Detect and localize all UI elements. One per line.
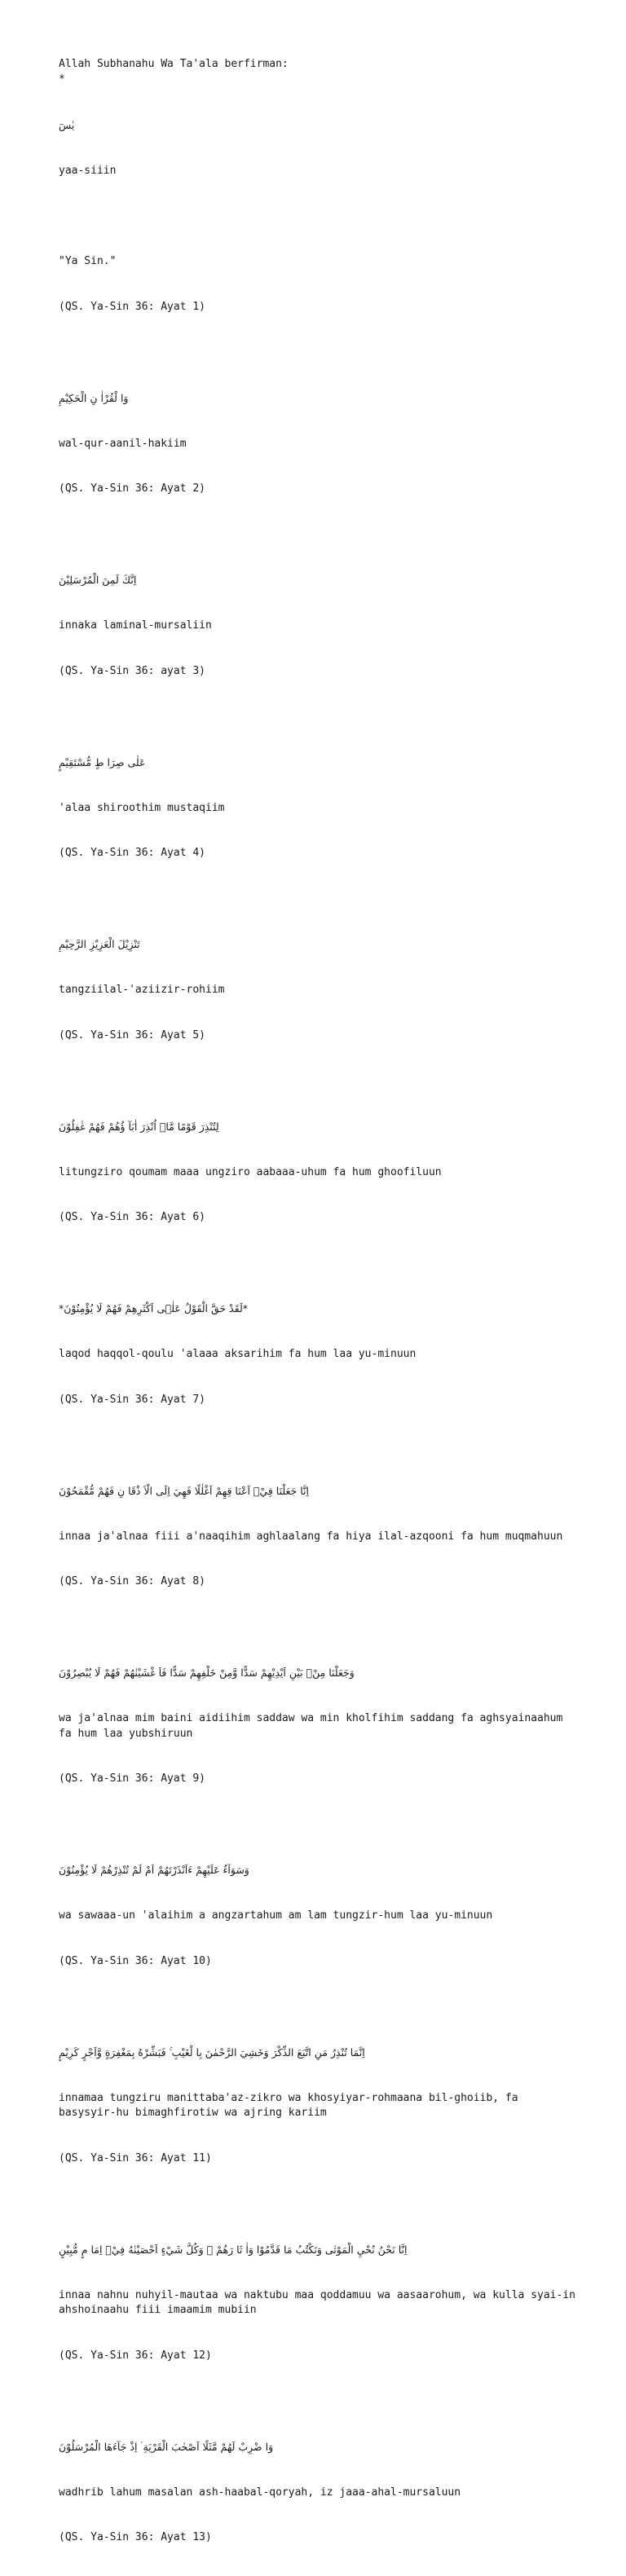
blank-line bbox=[59, 2196, 580, 2212]
verse-arabic: *لَقَدْ حَقَّ الْقَوْلُ عَلٰۤى اَكْثَرِهِمْ فَهُمْ لَا يُؤْمِنُوْنَ* bbox=[59, 1302, 249, 1314]
blank-line bbox=[59, 1073, 580, 1089]
verse-latin: litungziro qoumam maaa ungziro aabaaa-uhum fa hum ghoofiluun bbox=[59, 1165, 442, 1178]
document-body bbox=[59, 57, 580, 2576]
verse-arabic: تَنْزِيْلَ الْعَزِيْزِ الرَّحِيْمِ bbox=[59, 938, 140, 950]
blank-line bbox=[59, 345, 580, 360]
verse-arabic: وَا ضْرِبْ لَهُمْ مَّثَلًا اَصْحٰبَ الْقَرْيَةِ ۘ اِذْ جَآءَهَا الْمُرْسَلُوْنَ bbox=[59, 2440, 274, 2453]
separator-star: * bbox=[59, 73, 65, 86]
blank-line bbox=[59, 1256, 580, 1271]
verse-arabic: اِنَّمَا تُنْذِرُ مَنِ اتَّبَعَ الذِّكْرَ وَخَشِيَ الرَّحْمٰنَ بِا لْغَيْبِ ۚ فَبَشِّرْهُ بِمَغْفِرَةٍ وَّاَجْرٍ كَرِيْمٍ bbox=[59, 2045, 365, 2059]
verse-13 bbox=[59, 2409, 580, 2576]
blank-line bbox=[59, 1438, 580, 1453]
verse-ref: (QS. Ya-Sin 36: Ayat 11) bbox=[59, 2151, 212, 2164]
blank-line bbox=[59, 892, 580, 907]
verse-latin: innamaa tungziru manittaba'az-zikro wa khosyiyar-rohmaana bil-ghoiib, fa basysyir-hu bimaghfirotiw wa ajring kariim bbox=[59, 2091, 525, 2119]
verse-2 bbox=[59, 360, 580, 527]
verse-translation: "Ya Sin." bbox=[59, 255, 117, 267]
verse-ref: (QS. Ya-Sin 36: Ayat 12) bbox=[59, 2349, 212, 2362]
blank-line bbox=[59, 709, 580, 724]
verse-ref: (QS. Ya-Sin 36: Ayat 7) bbox=[59, 1393, 206, 1406]
verse-12 bbox=[59, 2212, 580, 2394]
blank-line bbox=[59, 1620, 580, 1636]
verse-arabic: لِتُنْذِرَ قَوْمًا مَّاۤ اُنْذِرَ اٰبَآ ؤُهُمْ فَهُمْ غٰفِلُوْنَ bbox=[59, 1120, 219, 1133]
blank-line bbox=[59, 1817, 580, 1833]
verse-5 bbox=[59, 906, 580, 1073]
verse-8 bbox=[59, 1453, 580, 1620]
verse-9 bbox=[59, 1635, 580, 1817]
verse-latin: innaka laminal-mursaliin bbox=[59, 619, 212, 632]
verse-arabic: يٰسٓ bbox=[59, 119, 75, 131]
verse-arabic: عَلٰى صِرَا طٍ مُّسْتَقِيْمٍ bbox=[59, 755, 146, 768]
verse-1 bbox=[59, 87, 580, 345]
verse-3 bbox=[59, 542, 580, 709]
verse-latin: tangziilal-'aziizir-rohiim bbox=[59, 984, 225, 996]
verse-arabic: اِنَّا جَعَلْنَا فِيْۤ اَعْنَا قِهِمْ اَغْلٰلًا فَهِيَ اِلَى الْاَ ذْقَا نِ فَهُمْ مُّقْمَحُوْنَ bbox=[59, 1484, 309, 1497]
verse-10 bbox=[59, 1832, 580, 1999]
verse-ref: (QS. Ya-Sin 36: ayat 3) bbox=[59, 664, 206, 677]
verse-latin: 'alaa shiroothim mustaqiim bbox=[59, 801, 225, 814]
verse-ref: (QS. Ya-Sin 36: Ayat 2) bbox=[59, 482, 206, 495]
verse-ref: (QS. Ya-Sin 36: Ayat 4) bbox=[59, 847, 206, 859]
blank-line bbox=[59, 527, 580, 543]
verse-ref: (QS. Ya-Sin 36: Ayat 6) bbox=[59, 1211, 206, 1223]
verse-arabic: اِنَّكَ لَمِنَ الْمُرْسَلِيْنَ bbox=[59, 574, 137, 586]
verse-latin: laqod haqqol-qoulu 'alaaa aksarihim fa hum laa yu-minuun bbox=[59, 1348, 417, 1360]
verse-ref: (QS. Ya-Sin 36: Ayat 13) bbox=[59, 2531, 212, 2543]
verse-latin: wadhrib lahum masalan ash-haabal-qoryah, iz jaaa-ahal-mursaluun bbox=[59, 2486, 461, 2499]
verse-ref: (QS. Ya-Sin 36: Ayat 9) bbox=[59, 1772, 206, 1785]
verse-latin: wal-qur-aanil-hakiim bbox=[59, 437, 187, 450]
blank-line bbox=[59, 1999, 580, 2015]
verse-ref: (QS. Ya-Sin 36: Ayat 1) bbox=[59, 300, 206, 313]
verse-latin: yaa-siiin bbox=[59, 165, 117, 177]
verse-ref: (QS. Ya-Sin 36: Ayat 10) bbox=[59, 1954, 212, 1967]
verse-ref: (QS. Ya-Sin 36: Ayat 5) bbox=[59, 1028, 206, 1041]
verse-arabic: اِنَّا نَحْنُ نُحْيِ الْمَوْتٰى وَنَكْتُبُ مَا قَدَّمُوْا وَاٰ ثَا رَهُمْ ۗ وَكُلَّ شَيْءٍ اَحْصَيْنٰهُ فِيْۤ اِمَا مٍ مُّبِيْنٍ bbox=[59, 2243, 408, 2256]
verse-4 bbox=[59, 724, 580, 892]
intro-line: Allah Subhanahu Wa Ta'ala berfirman: bbox=[59, 58, 289, 70]
verse-arabic: وَا لْقُرْاٰ نِ الْحَكِيْمِ bbox=[59, 391, 129, 404]
verse-11 bbox=[59, 2015, 580, 2197]
verse-latin: innaa nahnu nuhyil-mautaa wa naktubu maa qoddamuu wa aasaarohum, wa kulla syai-in ahshoinaahu fiii imaamim mubiin bbox=[59, 2288, 582, 2316]
verse-arabic: وَجَعَلْنَا مِنْۢ بَيْنِ اَيْدِيْهِمْ سَدًّا وَّمِنْ خَلْفِهِمْ سَدًّا فَاَ غْشَيْنٰهُمْ فَهُمْ لَا يُبْصِرُوْنَ bbox=[59, 1667, 355, 1679]
verse-7 bbox=[59, 1270, 580, 1438]
blank-line bbox=[59, 2393, 580, 2409]
verse-arabic: وَسَوَآءٌ عَلَيْهِمْ ءَاَنْذَرْتَهُمْ اَمْ لَمْ تُنْذِرْهُمْ لَا يُؤْمِنُوْنَ bbox=[59, 1864, 249, 1876]
verse-ref: (QS. Ya-Sin 36: Ayat 8) bbox=[59, 1575, 206, 1587]
verse-latin: wa ja'alnaa mim baini aidiihim saddaw wa min kholfihim saddang fa aghsyainaahum fa hum laa yubshiruun bbox=[59, 1712, 570, 1740]
verse-latin: innaa ja'alnaa fiii a'naaqihim aghlaalang fa hiya ilal-azqooni fa hum muqmahuun bbox=[59, 1530, 563, 1543]
verse-6 bbox=[59, 1089, 580, 1256]
blank-line bbox=[59, 209, 580, 225]
verse-latin: wa sawaaa-un 'alaihim a angzartahum am lam tungzir-hum laa yu-minuun bbox=[59, 1909, 493, 1922]
